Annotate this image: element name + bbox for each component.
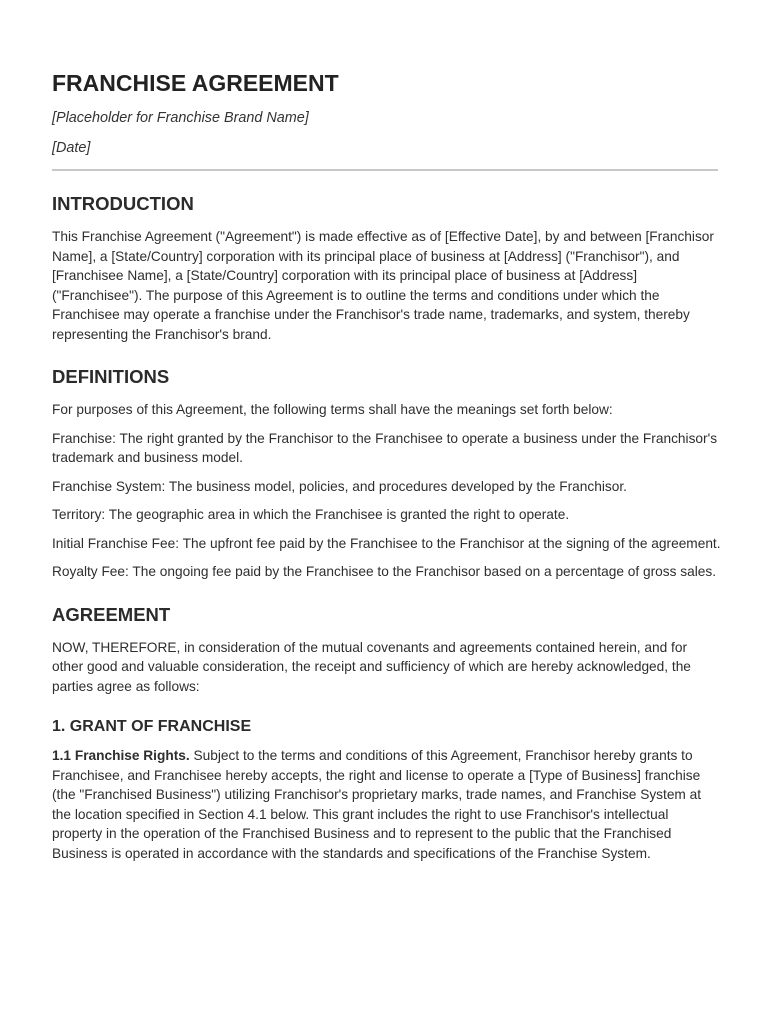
definitions-intro: For purposes of this Agreement, the following terms shall have the meanings set forth below: [52,402,613,417]
agreement-paragraph: NOW, THEREFORE, in consideration of the mutual covenants and agreements contained herein, and for other good and valuable consideration, the receipt and sufficiency of which are hereby acknowledged, the parties agree as follows: [52,639,691,694]
definitions-heading: DEFINITIONS [52,366,170,387]
definition-item: Royalty Fee: The ongoing fee paid by the Franchisee to the Franchisor based on a percentage of gross sales. [52,564,716,579]
clause-label: 1.1 Franchise Rights. [52,748,190,763]
grant-of-franchise-heading: 1. GRANT OF FRANCHISE [52,718,252,735]
date-placeholder: [Date] [52,140,91,156]
definition-item: Initial Franchise Fee: The upfront fee paid by the Franchisee to the Franchisor at the signing of the agreement. [52,535,721,551]
clause-text: Subject to the terms and conditions of this Agreement, Franchisor hereby grants to Franchisee, and Franchisee hereby accepts, the right and license to operate a [Type of Business] franchise (the "Franchised Business") utilizing Franchisor's proprietary marks, trade names, and Franchise System at the location specified in Section 4.1 below. This grant includes the right to use Franchisor's intellectual property in the operation of the Franchised Business and to represent to the public that the Franchised Business is operated in accordance with the standards and specifications of the Franchise System. [52,748,702,861]
franchise-rights-clause [52,746,722,863]
introduction-paragraph: This Franchise Agreement ("Agreement") is made effective as of [Effective Date], by and between [Franchisor Name], a [State/Country] corporation with its principal place of business at [Address] ("Franchisor"), and [Franchisee Name], a [State/Country] corporation with its principal place of business at [Address] ("Franchisee"). The purpose of this Agreement is to outline the terms and conditions under which the Franchisee may operate a franchise under the Franchisor's trade name, trademarks, and system, thereby representing the Franchisor's brand. [52,229,714,342]
brand-name-placeholder: [Placeholder for Franchise Brand Name] [52,110,309,126]
agreement-heading: AGREEMENT [52,603,171,625]
introduction-heading: INTRODUCTION [52,193,194,214]
document-title: FRANCHISE AGREEMENT [52,70,339,96]
definition-item: Territory: The geographic area in which the Franchisee is granted the right to operate. [52,507,570,522]
definition-item: Franchise: The right granted by the Franchisor to the Franchisee to operate a business under the Franchisor's trademark and business model. [52,430,718,465]
definition-item: Franchise System: The business model, policies, and procedures developed by the Franchisor. [52,478,627,494]
title-divider [52,169,718,171]
